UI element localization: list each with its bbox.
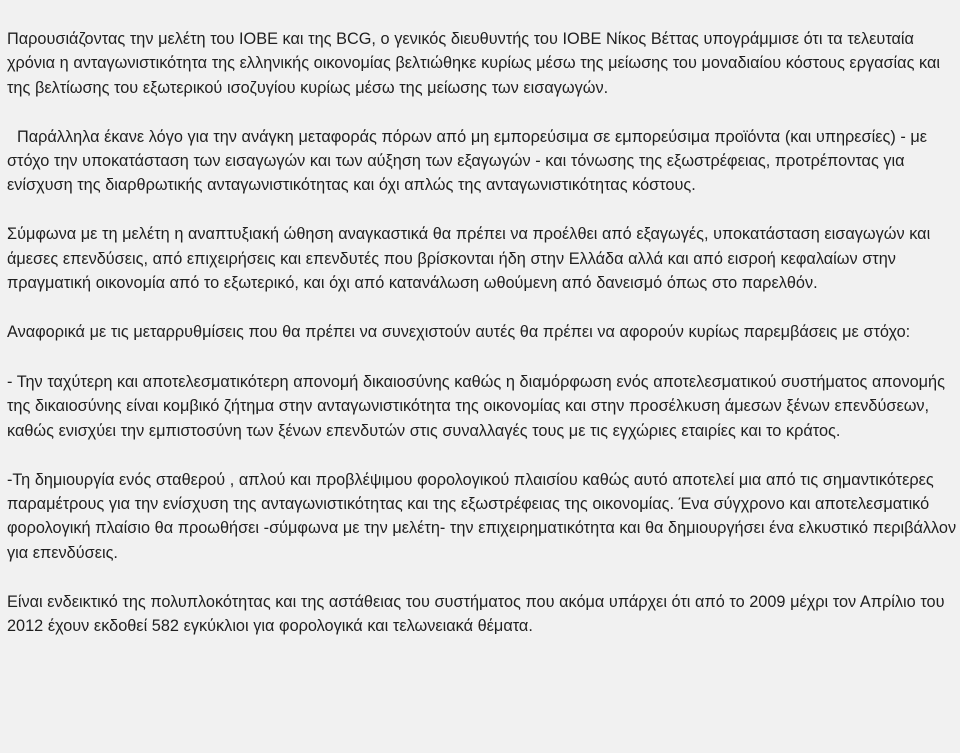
article-paragraph: Παρουσιάζοντας την μελέτη του ΙΟΒΕ και της BCG, ο γενικός διευθυντής του ΙΟΒΕ Νίκος Βέττας υπογράμμισε ότι τα τελευταία χρόνια η ανταγωνιστικότητα της ελληνικής οικονομίας βελτιώθηκε κυρίως μέσω της μείωσης του μοναδιαίου κόστους εργασίας και της βελτίωσης του εξωτερικού ισοζυγίου κυρίως μέσω της μείωσης των εισαγωγών. bbox=[7, 30, 941, 97]
article-paragraph: -Τη δημιουργία ενός σταθερού , απλού και προβλέψιμου φορολογικού πλαισίου καθώς αυτό αποτελεί μια από τις σημαντικότερες παραμέτρους για την ενίσχυση της ανταγωνιστικότητας και της εξωστρέφειας της οικονομίας. Ένα σύγχρονο και αποτελεσματικό φορολογική πλαίσιο θα προωθήσει -σύμφωνα με την μελέτη- την επιχειρηματικότητα και θα δημιουργήσει ένα ελκυστικό περιβάλλον για επενδύσεις. bbox=[7, 470, 957, 562]
article-paragraph: Αναφορικά με τις μεταρρυθμίσεις που θα πρέπει να συνεχιστούν αυτές θα πρέπει να αφορούν κυρίως παρεμβάσεις με στόχο: bbox=[7, 323, 911, 342]
article-paragraph: - Την ταχύτερη και αποτελεσματικότερη απονομή δικαιοσύνης καθώς η διαμόρφωση ενός αποτελεσματικού συστήματος απονομής της δικαιοσύνης είναι κομβικό ζήτημα στην ανταγωνιστικότητα της οικονομίας και στην προσέλκυση άμεσων ξένων επενδύσεων, καθώς ενισχύει την εμπιστοσύνη των ξένων επενδυτών στις συναλλαγές τους με τις εγχώριες εταιρίες και το κράτος. bbox=[7, 372, 945, 440]
article-paragraph: Είναι ενδεικτικό της πολυπλοκότητας και της αστάθειας του συστήματος που ακόμα υπάρχει ότι από το 2009 μέχρι τον Απρίλιο του 2012 έχουν εκδοθεί 582 εγκύκλιοι για φορολογικά και τελωνειακά θέματα. bbox=[7, 592, 945, 636]
article-paragraph: Παράλληλα έκανε λόγο για την ανάγκη μεταφοράς πόρων από μη εμπορεύσιμα σε εμπορεύσιμα προϊόντα (και υπηρεσίες) - με στόχο την υποκατάσταση των εισαγωγών και των αύξηση των εξαγωγών - και τόνωσης της εξωστρέφειας, προτρέποντας για ενίσχυση της διαρθρωτικής ανταγωνιστικότητας και όχι απλώς της ανταγωνιστικότητας κόστους. bbox=[7, 127, 928, 195]
article-paragraph: Σύμφωνα με τη μελέτη η αναπτυξιακή ώθηση αναγκαστικά θα πρέπει να προέλθει από εξαγωγές, υποκατάσταση εισαγωγών και άμεσες επενδύσεις, από επιχειρήσεις και επενδυτές που βρίσκονται ήδη στην Ελλάδα αλλά και από εισροή κεφαλαίων στην πραγματική οικονομία από το εξωτερικό, και όχι από κατανάλωση ωθούμενη από δανεισμό όπως στο παρελθόν. bbox=[7, 225, 931, 293]
